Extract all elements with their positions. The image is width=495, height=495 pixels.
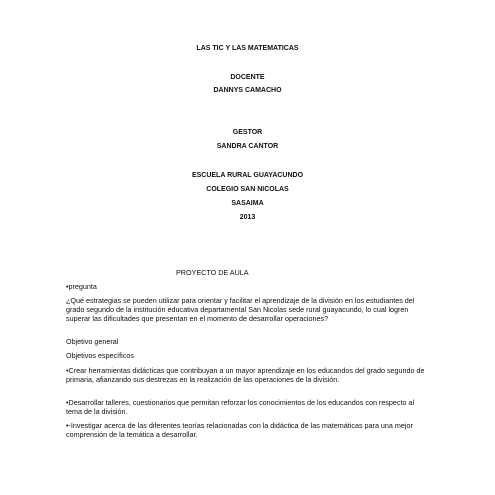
docente-name: DANNYS CAMACHO — [213, 87, 282, 94]
specific-objective-item: •-Investigar acerca de las diferentes teorías relacionadas con la didáctica de las matemáticas para una mejor comprensión de la temática a desarrollar. — [66, 421, 413, 439]
specific-objective-item: •Desarrollar talleres, cuestionarios que permitan reforzar los conocimientos de los educandos con respecto al tema de la división. — [66, 398, 415, 416]
gestor-label: GESTOR — [232, 129, 263, 136]
school-name: ESCUELA RURAL GUAYACUNDO — [191, 172, 304, 179]
research-question: ¿Qué estrategias se pueden utilizar para orientar y facilitar el aprendizaje de la división en los estudiantes del grado segundo de la institución educativa departamental San Nicolas sede rural guayacundo, lo cual logren superar las dificultades que presentan en el momento de desarrollar operaciones? — [66, 296, 415, 323]
gestor-name: SANDRA CANTOR — [216, 143, 279, 150]
specific-objective-item: •Crear herramientas didácticas que contribuyan a un mayor aprendizaje en los educandos del grado segundo de primaria, afianzando sus destrezas en la realización de las operaciones de la división. — [66, 366, 425, 384]
docente-label: DOCENTE — [230, 74, 265, 81]
project-heading: PROYECTO DE AULA — [176, 268, 249, 277]
specific-objectives-label: Objetivos específicos — [66, 351, 134, 360]
general-objective-label: Objetivo general — [66, 337, 119, 346]
year: 2013 — [239, 214, 256, 221]
document-title: LAS TIC Y LAS MATEMATICAS — [196, 45, 299, 52]
pregunta-bullet: •pregunta — [66, 282, 97, 291]
college-name: COLEGIO SAN NICOLAS — [206, 186, 289, 193]
town-name: SASAIMA — [231, 200, 264, 207]
